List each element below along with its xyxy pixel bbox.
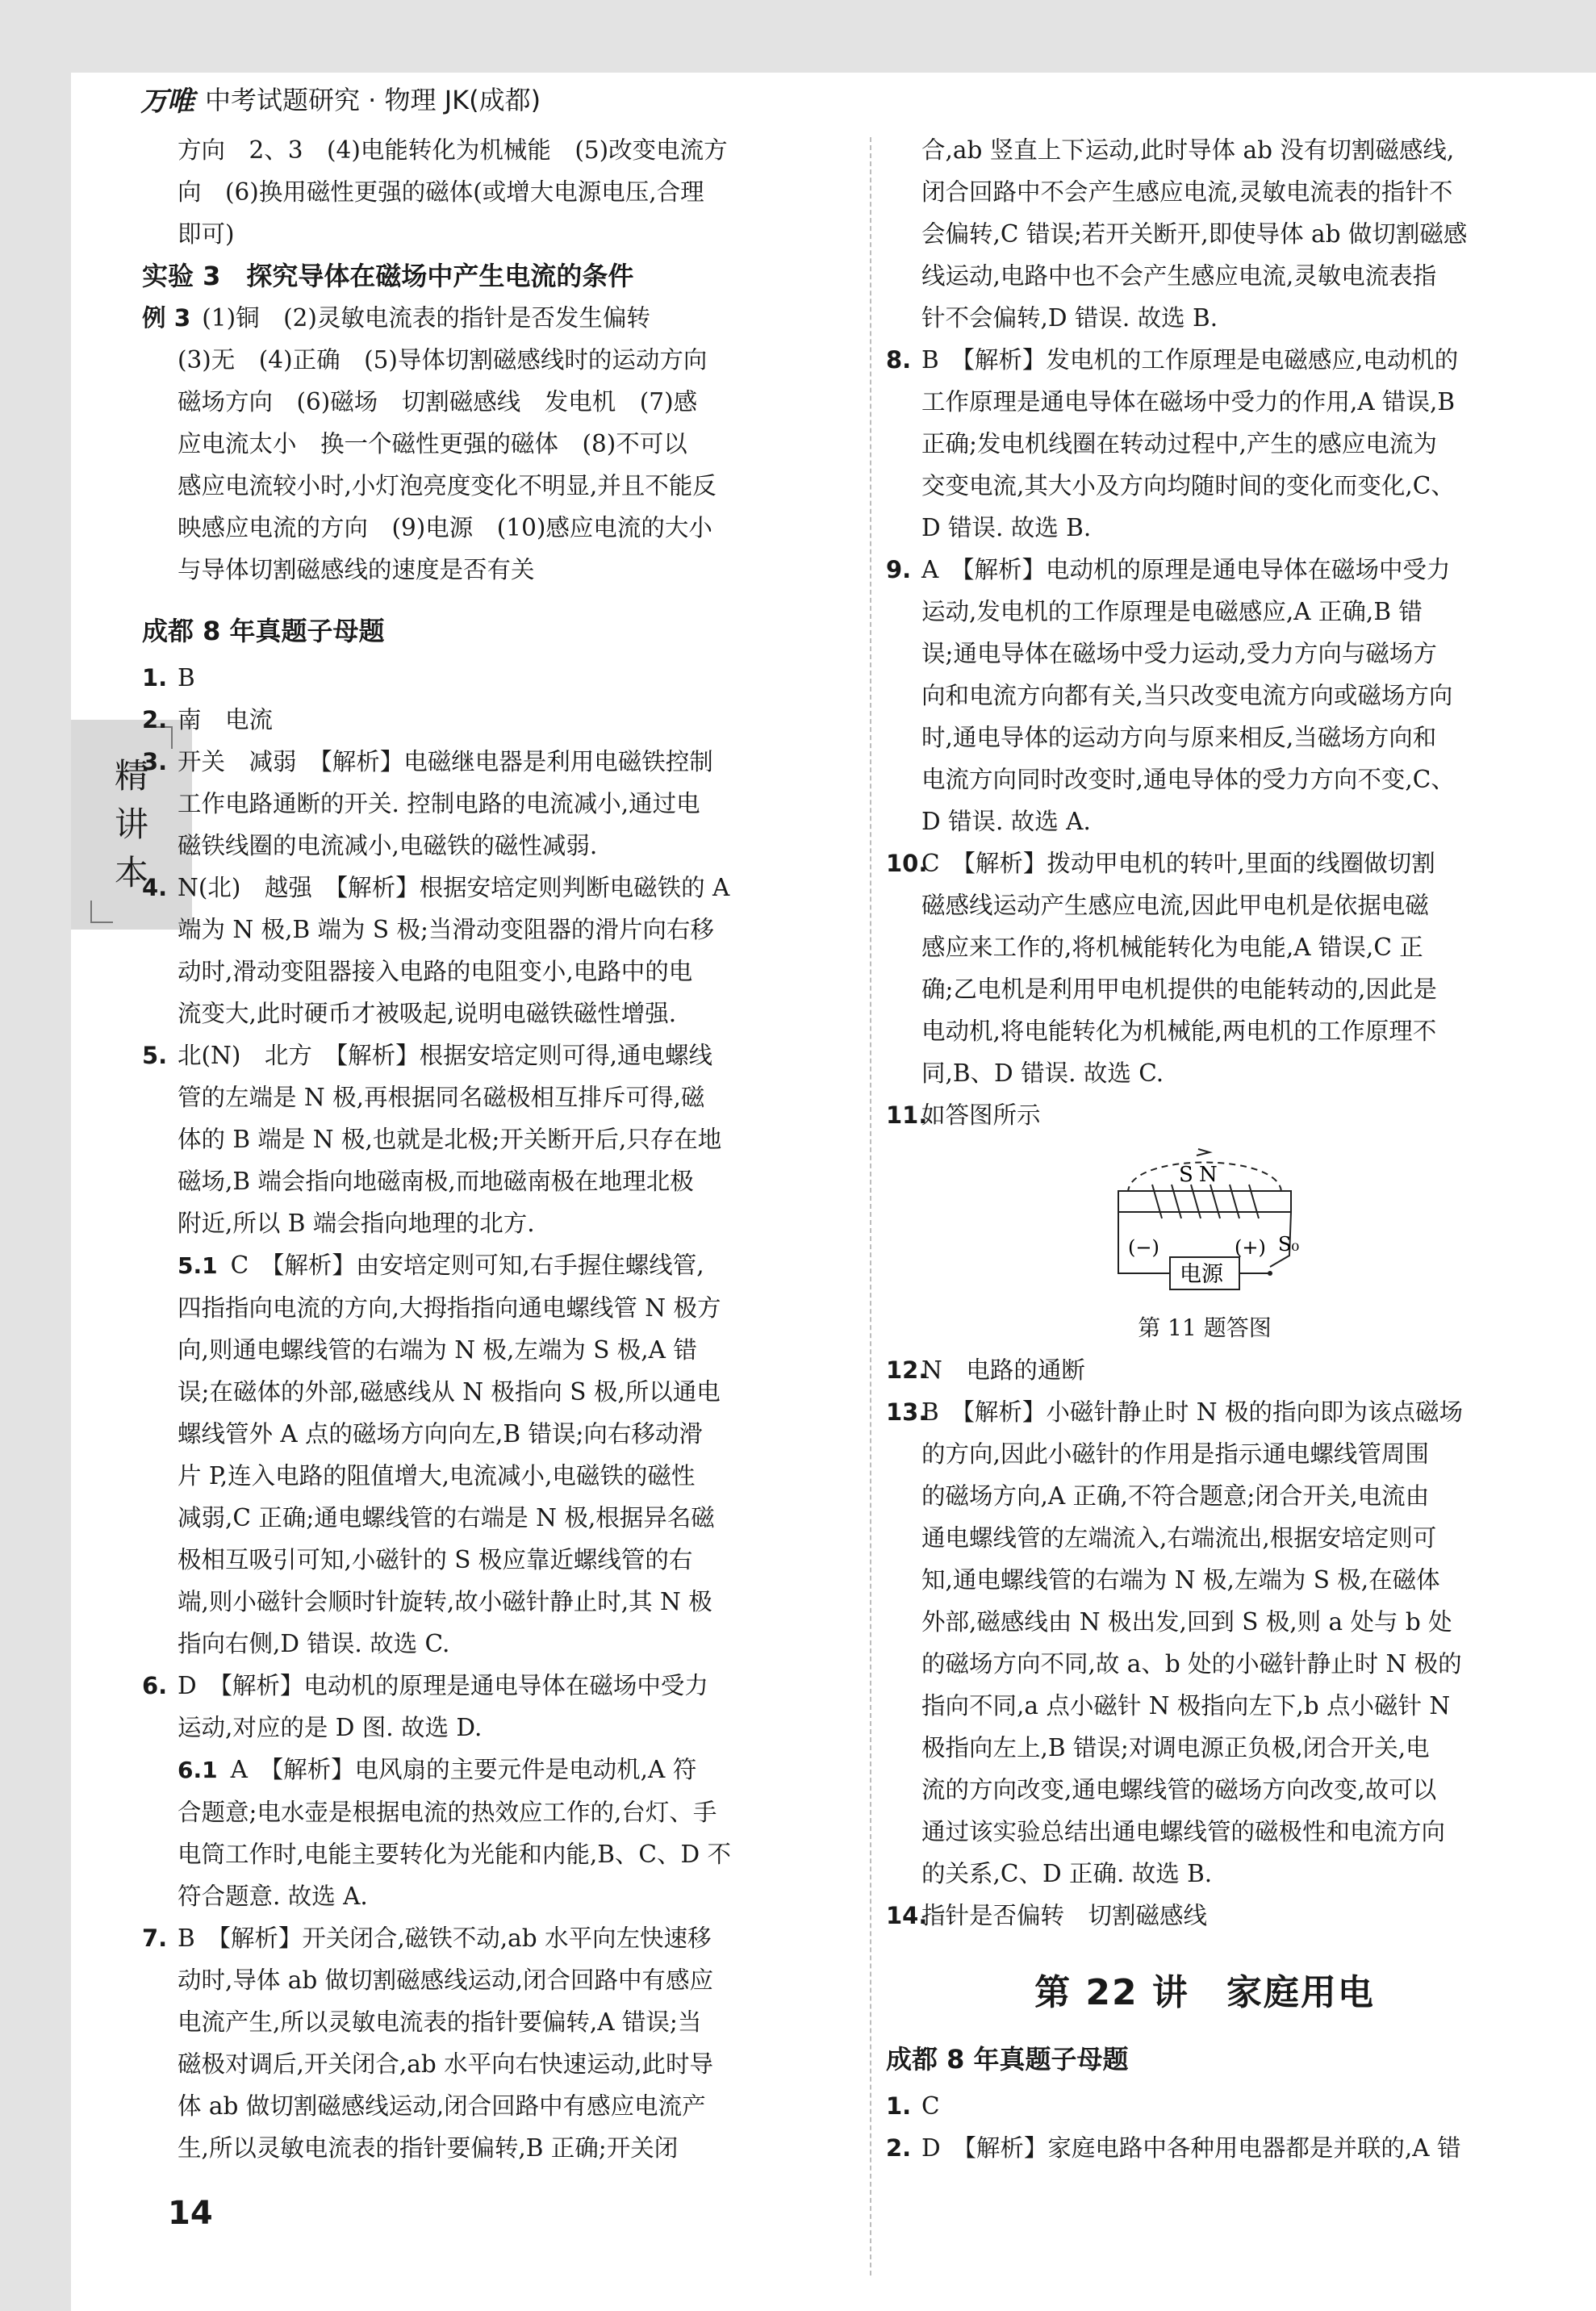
left-column xyxy=(142,129,852,2169)
book-title: 中考试题研究 · 物理 JK(成都) xyxy=(205,85,541,115)
section-heading: 成都 8 年真题子母题 xyxy=(142,616,385,646)
example-label: 例 3 xyxy=(142,304,191,332)
answer-item: 13. B 【解析】小磁针静止时 N 极的指向即为该点磁场 的方向,因此小磁针的作用是指示通电螺线管周围 的磁场方向,A 正确,不符合题意;闭合开关,电流由 通电螺线管的左端流入,右端流出,根据安培定则可 知,通电螺线管的右端为 N 极,左端为 S 极,在磁体 外部,磁感线由 N 极出发,回到 S 极,则 a 处与 b 处 的磁场方向不同,故 a、b 处的小磁针静止时 N 极的 指向不同,a 点小磁针 N 极指向左下,b 点小磁针 N 极指向左上,B 错误;对调电源正负极,闭合开关,电 流的方向改变,通电螺线管的磁场方向改变,故可以 通过该实验总结出通电螺线管的磁极性和电流方向 的关系,C、D 正确. 故选 B. xyxy=(886,1398,1463,1887)
solenoid-circuit-diagram xyxy=(1096,1146,1314,1299)
side-tab-label: 精 讲 本 xyxy=(114,756,148,892)
answer-item: 5. 北(N) 北方 【解析】根据安培定则可得,通电螺线 管的左端是 N 极,再根据同名磁极相互排斥可得,磁 体的 B 端是 N 极,也就是北极;开关断开后,只存在地 磁场,B 端会指向地磁南极,而地磁南极在地理北极 附近,所以 B 端会指向地理的北方. xyxy=(142,1042,722,1237)
pole-s-label: S xyxy=(1179,1163,1193,1187)
figure-caption: 第 11 题答图 xyxy=(1138,1314,1272,1341)
experiment-heading: 实验 3 探究导体在磁场中产生电流的条件 xyxy=(142,261,634,291)
sub-answer-item: 6.1 A 【解析】电风扇的主要元件是电动机,A 符 合题意;电水壶是根据电流的热效应工作的,台灯、手 电筒工作时,电能主要转化为光能和内能,B、C、D 不 符合题意. 故选 A. xyxy=(178,1756,732,1910)
right-column xyxy=(886,129,1523,2169)
answer-item: 1. C xyxy=(886,2092,940,2120)
answer-item: 2. 南 电流 xyxy=(142,706,274,733)
answer-item: 8. B 【解析】发电机的工作原理是电磁感应,电动机的 工作原理是通电导体在磁场中受力的作用,A 错误,B 正确;发电机线圈在转动过程中,产生的感应电流为 交变电流,其大小及方向均随时间的变化而变化,C、 D 错误. 故选 B. xyxy=(886,346,1459,541)
switch-label: S₀ xyxy=(1278,1233,1300,1256)
answer-item: 6. D 【解析】电动机的原理是通电导体在磁场中受力 运动,对应的是 D 图. 故选 D. xyxy=(142,1672,708,1741)
page-number: 14 xyxy=(168,2195,213,2232)
answer-item: 10. C 【解析】拨动甲电机的转叶,里面的线圈做切割 磁感线运动产生感应电流,因此甲电机是依据电磁 感应来工作的,将机械能转化为电能,A 错误,C 正 确;乙电机是利用甲电机提供的电能转动的,因此是 电动机,将电能转化为机械能,两电机的工作原理不 同,B、D 错误. 故选 C. xyxy=(886,850,1437,1087)
answer-item: 1. B xyxy=(142,664,195,692)
solenoid-figure xyxy=(886,1146,1523,1344)
example-answer: 例 3 (1)铜 (2)灵敏电流表的指针是否发生偏转 (3)无 (4)正确 (5)导体切割磁感线时的运动方向 磁场方向 (6)磁场 切割磁感线 发电机 (7)感 应电流太小 换一个磁性更强的磁体 (8)不可以 感应电流较小时,小灯泡亮度变化不明显,并且不能反 映感应电流的方向 (9)电源 (10)感应电流的大小 与导体切割磁感线的速度是否有关 xyxy=(142,304,717,583)
plus-terminal-label: (+) xyxy=(1235,1236,1266,1259)
solenoid-core xyxy=(1118,1191,1291,1212)
answer-item: 11. 如答图所示 xyxy=(886,1101,1041,1129)
sub-answer-item: 5.1 C 【解析】由安培定则可知,右手握住螺线管, 四指指向电流的方向,大拇指指向通电螺线管 N 极方 向,则通电螺线管的右端为 N 极,左端为 S 极,A 错 误;在磁体的外部,磁感线从 N 极指向 S 极,所以通电 螺线管外 A 点的磁场方向向左,B 错误;向右移动滑 片 P,连入电路的阻值增大,电流减小,电磁铁的磁性 减弱,C 正确;通电螺线管的右端是 N 极,根据异名磁 极相互吸引可知,小磁针的 S 极应靠近螺线管的右 端,则小磁针会顺时针旋转,故小磁针静止时,其 N 极 指向右侧,D 错误. 故选 C. xyxy=(178,1252,721,1657)
running-header xyxy=(71,73,1596,124)
answer-item: 14. 指针是否偏转 切割磁感线 xyxy=(886,1902,1208,1929)
column-divider xyxy=(870,137,871,2275)
answer-item: 9. A 【解析】电动机的原理是通电导体在磁场中受力 运动,发电机的工作原理是电磁感应,A 正确,B 错 误;通电导体在磁场中受力运动,受力方向与磁场方 向和电流方向都有关,当只改变电流方向或磁场方向 时,通电导体的运动方向与原来相反,当磁场方向和 电流方向同时改变时,通电导体的受力方向不变,C、 D 错误. 故选 A. xyxy=(886,556,1455,835)
lecture-title: 第 22 讲 家庭用电 xyxy=(1034,1972,1375,2013)
section-heading: 成都 8 年真题子母题 xyxy=(886,2044,1129,2075)
answer-item: 2. D 【解析】家庭电路中各种用电器都是并联的,A 错 xyxy=(886,2134,1461,2162)
power-source-label: 电源 xyxy=(1180,1262,1223,1287)
switch-pivot xyxy=(1268,1271,1272,1276)
bracket-decoration xyxy=(90,901,113,923)
answer-item: 7. B 【解析】开关闭合,磁铁不动,ab 水平向左快速移 动时,导体 ab 做切割磁感线运动,闭合回路中有感应 电流产生,所以灵敏电流表的指针要偏转,A 错误;当 磁极对调后,开关闭合,ab 水平向右快速运动,此时导 体 ab 做切割磁感线运动,闭合回路中有感应电流产 生,所以灵敏电流表的指针要偏转,B 正确;开关闭 xyxy=(142,1924,713,2162)
answer-continuation: 方向 2、3 (4)电能转化为机械能 (5)改变电流方 向 (6)换用磁性更强的磁体(或增大电源电压,合理 即可) xyxy=(178,136,728,248)
minus-terminal-label: (−) xyxy=(1128,1236,1159,1259)
arrow-icon xyxy=(1197,1149,1210,1156)
answer-item: 3. 开关 减弱 【解析】电磁继电器是利用电磁铁控制 工作电路通断的开关. 控制电路的电流减小,通过电 磁铁线圈的电流减小,电磁铁的磁性减弱. xyxy=(142,748,713,859)
brand-logo: 万唯 xyxy=(140,85,194,118)
page xyxy=(71,73,1596,2311)
pole-n-label: N xyxy=(1199,1163,1218,1187)
answer-item: 12. N 电路的通断 xyxy=(886,1356,1085,1384)
answer-continuation: 合,ab 竖直上下运动,此时导体 ab 没有切割磁感线, 闭合回路中不会产生感应电流,灵敏电流表的指针不 会偏转,C 错误;若开关断开,即使导体 ab 做切割磁感 线运动,电路中也不会产生感应电流,灵敏电流表指 针不会偏转,D 错误. 故选 B. xyxy=(921,136,1468,332)
answer-item: 4. N(北) 越强 【解析】根据安培定则判断电磁铁的 A 端为 N 极,B 端为 S 极;当滑动变阻器的滑片向右移 动时,滑动变阻器接入电路的电阻变小,电路中的电 流变大,此时硬币才被吸起,说明电磁铁磁性增强. xyxy=(142,874,730,1027)
